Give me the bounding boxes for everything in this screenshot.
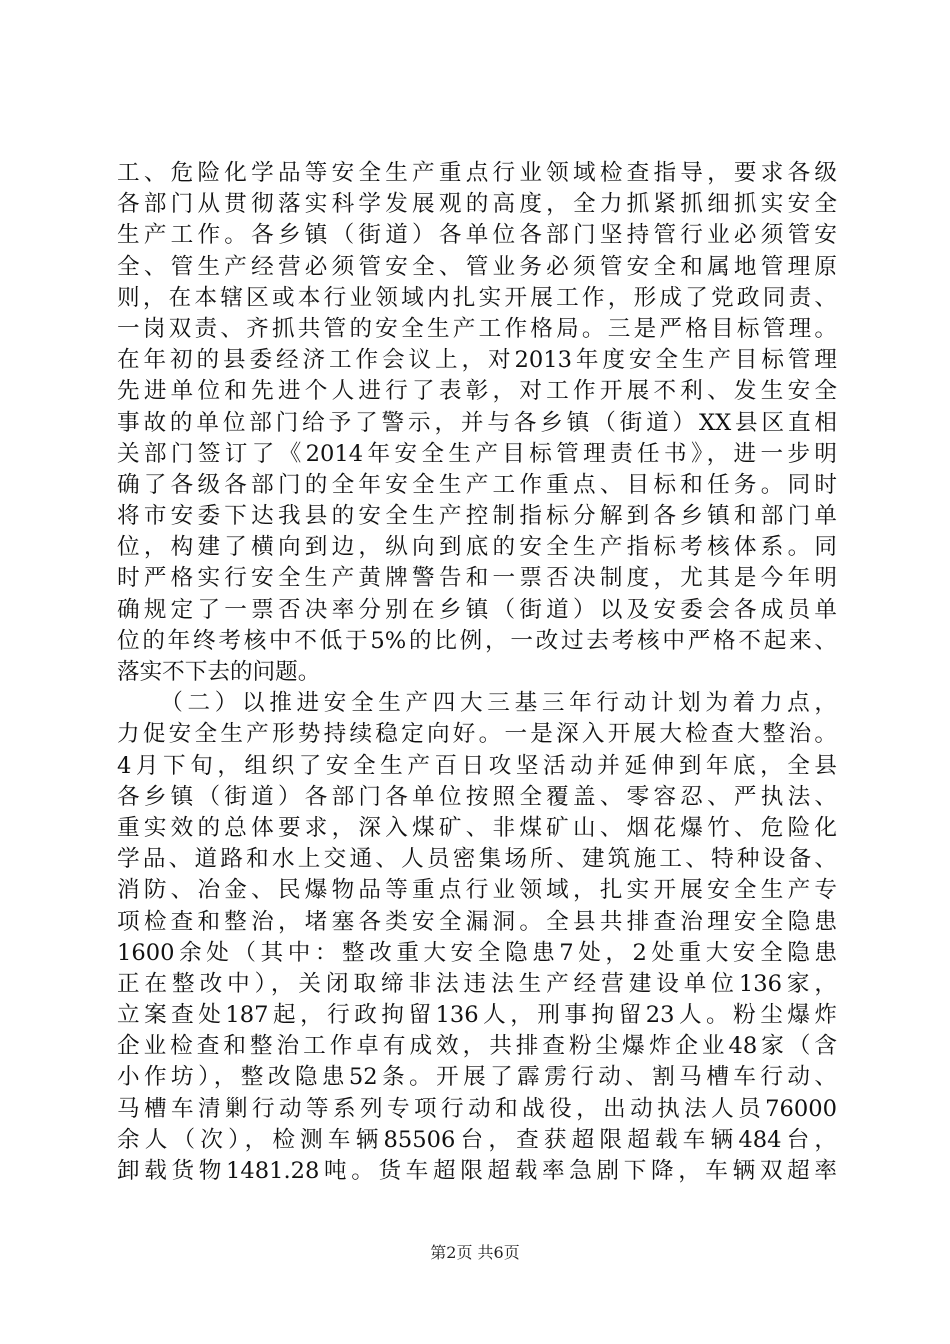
text-line: 各乡镇（街道）各部门各单位按照全覆盖、零容忍、严执法、 [117, 783, 837, 810]
text-line: 重实效的总体要求，深入煤矿、非煤矿山、烟花爆竹、危险化 [117, 814, 837, 841]
text-line: 事故的单位部门给予了警示，并与各乡镇（街道）XX县区直相 [117, 409, 837, 436]
text-line: 确规定了一票否决率分别在乡镇（街道）以及安委会各成员单 [117, 596, 837, 623]
text-line: 正在整改中），关闭取缔非法违法生产经营建设单位136家， [117, 970, 837, 997]
body-text [117, 158, 837, 1187]
text-line: 一岗双责、齐抓共管的安全生产工作格局。三是严格目标管理。 [117, 315, 837, 342]
text-line: 确了各级各部门的全年安全生产工作重点、目标和任务。同时 [117, 471, 837, 498]
text-line: 学品、道路和水上交通、人员密集场所、建筑施工、特种设备、 [117, 846, 837, 873]
text-line: 项检查和整治，堵塞各类安全漏洞。全县共排查治理安全隐患 [117, 908, 837, 935]
text-line: 时严格实行安全生产黄牌警告和一票否决制度，尤其是今年明 [117, 565, 837, 592]
text-line: 则，在本辖区或本行业领域内扎实开展工作，形成了党政同责、 [117, 284, 837, 311]
text-line: 在年初的县委经济工作会议上，对2013年度安全生产目标管理 [117, 347, 837, 374]
text-line: 各部门从贯彻落实科学发展观的高度，全力抓紧抓细抓实安全 [117, 191, 837, 218]
text-line: 立案查处187起，行政拘留136人，刑事拘留23人。粉尘爆炸 [117, 1002, 837, 1029]
text-line: 企业检查和整治工作卓有成效，共排查粉尘爆炸企业48家（含 [117, 1033, 837, 1060]
text-line: 位的年终考核中不低于5%的比例，一改过去考核中严格不起来、 [117, 627, 837, 654]
text-line: 余人（次），检测车辆85506台，查获超限超载车辆484台， [117, 1126, 837, 1153]
text-line: 小作坊），整改隐患52条。开展了霹雳行动、割马槽车行动、 [117, 1064, 837, 1091]
text-line: 卸载货物1481.28吨。货车超限超载率急剧下降，车辆双超率 [117, 1158, 837, 1184]
text-line: 1600余处（其中：整改重大安全隐患7处，2处重大安全隐患 [117, 939, 837, 966]
text-line: 消防、冶金、民爆物品等重点行业领域，扎实开展安全生产专 [117, 877, 837, 904]
text-line: 生产工作。各乡镇（街道）各单位各部门坚持管行业必须管安 [117, 222, 837, 249]
text-line: 先进单位和先进个人进行了表彰，对工作开展不利、发生安全 [117, 378, 837, 405]
page-footer: 第2页 共6页 [430, 1243, 520, 1262]
text-line: 工、危险化学品等安全生产重点行业领域检查指导，要求各级 [117, 160, 837, 186]
text-line: 力促安全生产形势持续稳定向好。一是深入开展大检查大整治。 [117, 721, 837, 748]
text-line: 4月下旬，组织了安全生产百日攻坚活动并延伸到年底，全县 [117, 752, 837, 779]
text-line: 位，构建了横向到边，纵向到底的安全生产指标考核体系。同 [117, 534, 837, 561]
text-line: 全、管生产经营必须管安全、管业务必须管安全和属地管理原 [117, 253, 837, 280]
text-line: 落实不下去的问题。 [117, 659, 321, 685]
text-line: （二）以推进安全生产四大三基三年行动计划为着力点， [117, 690, 837, 717]
text-line: 将市安委下达我县的安全生产控制指标分解到各乡镇和部门单 [117, 503, 837, 530]
text-line: 关部门签订了《2014年安全生产目标管理责任书》，进一步明 [117, 440, 837, 467]
text-line: 马槽车清剿行动等系列专项行动和战役，出动执法人员76000 [117, 1095, 837, 1122]
